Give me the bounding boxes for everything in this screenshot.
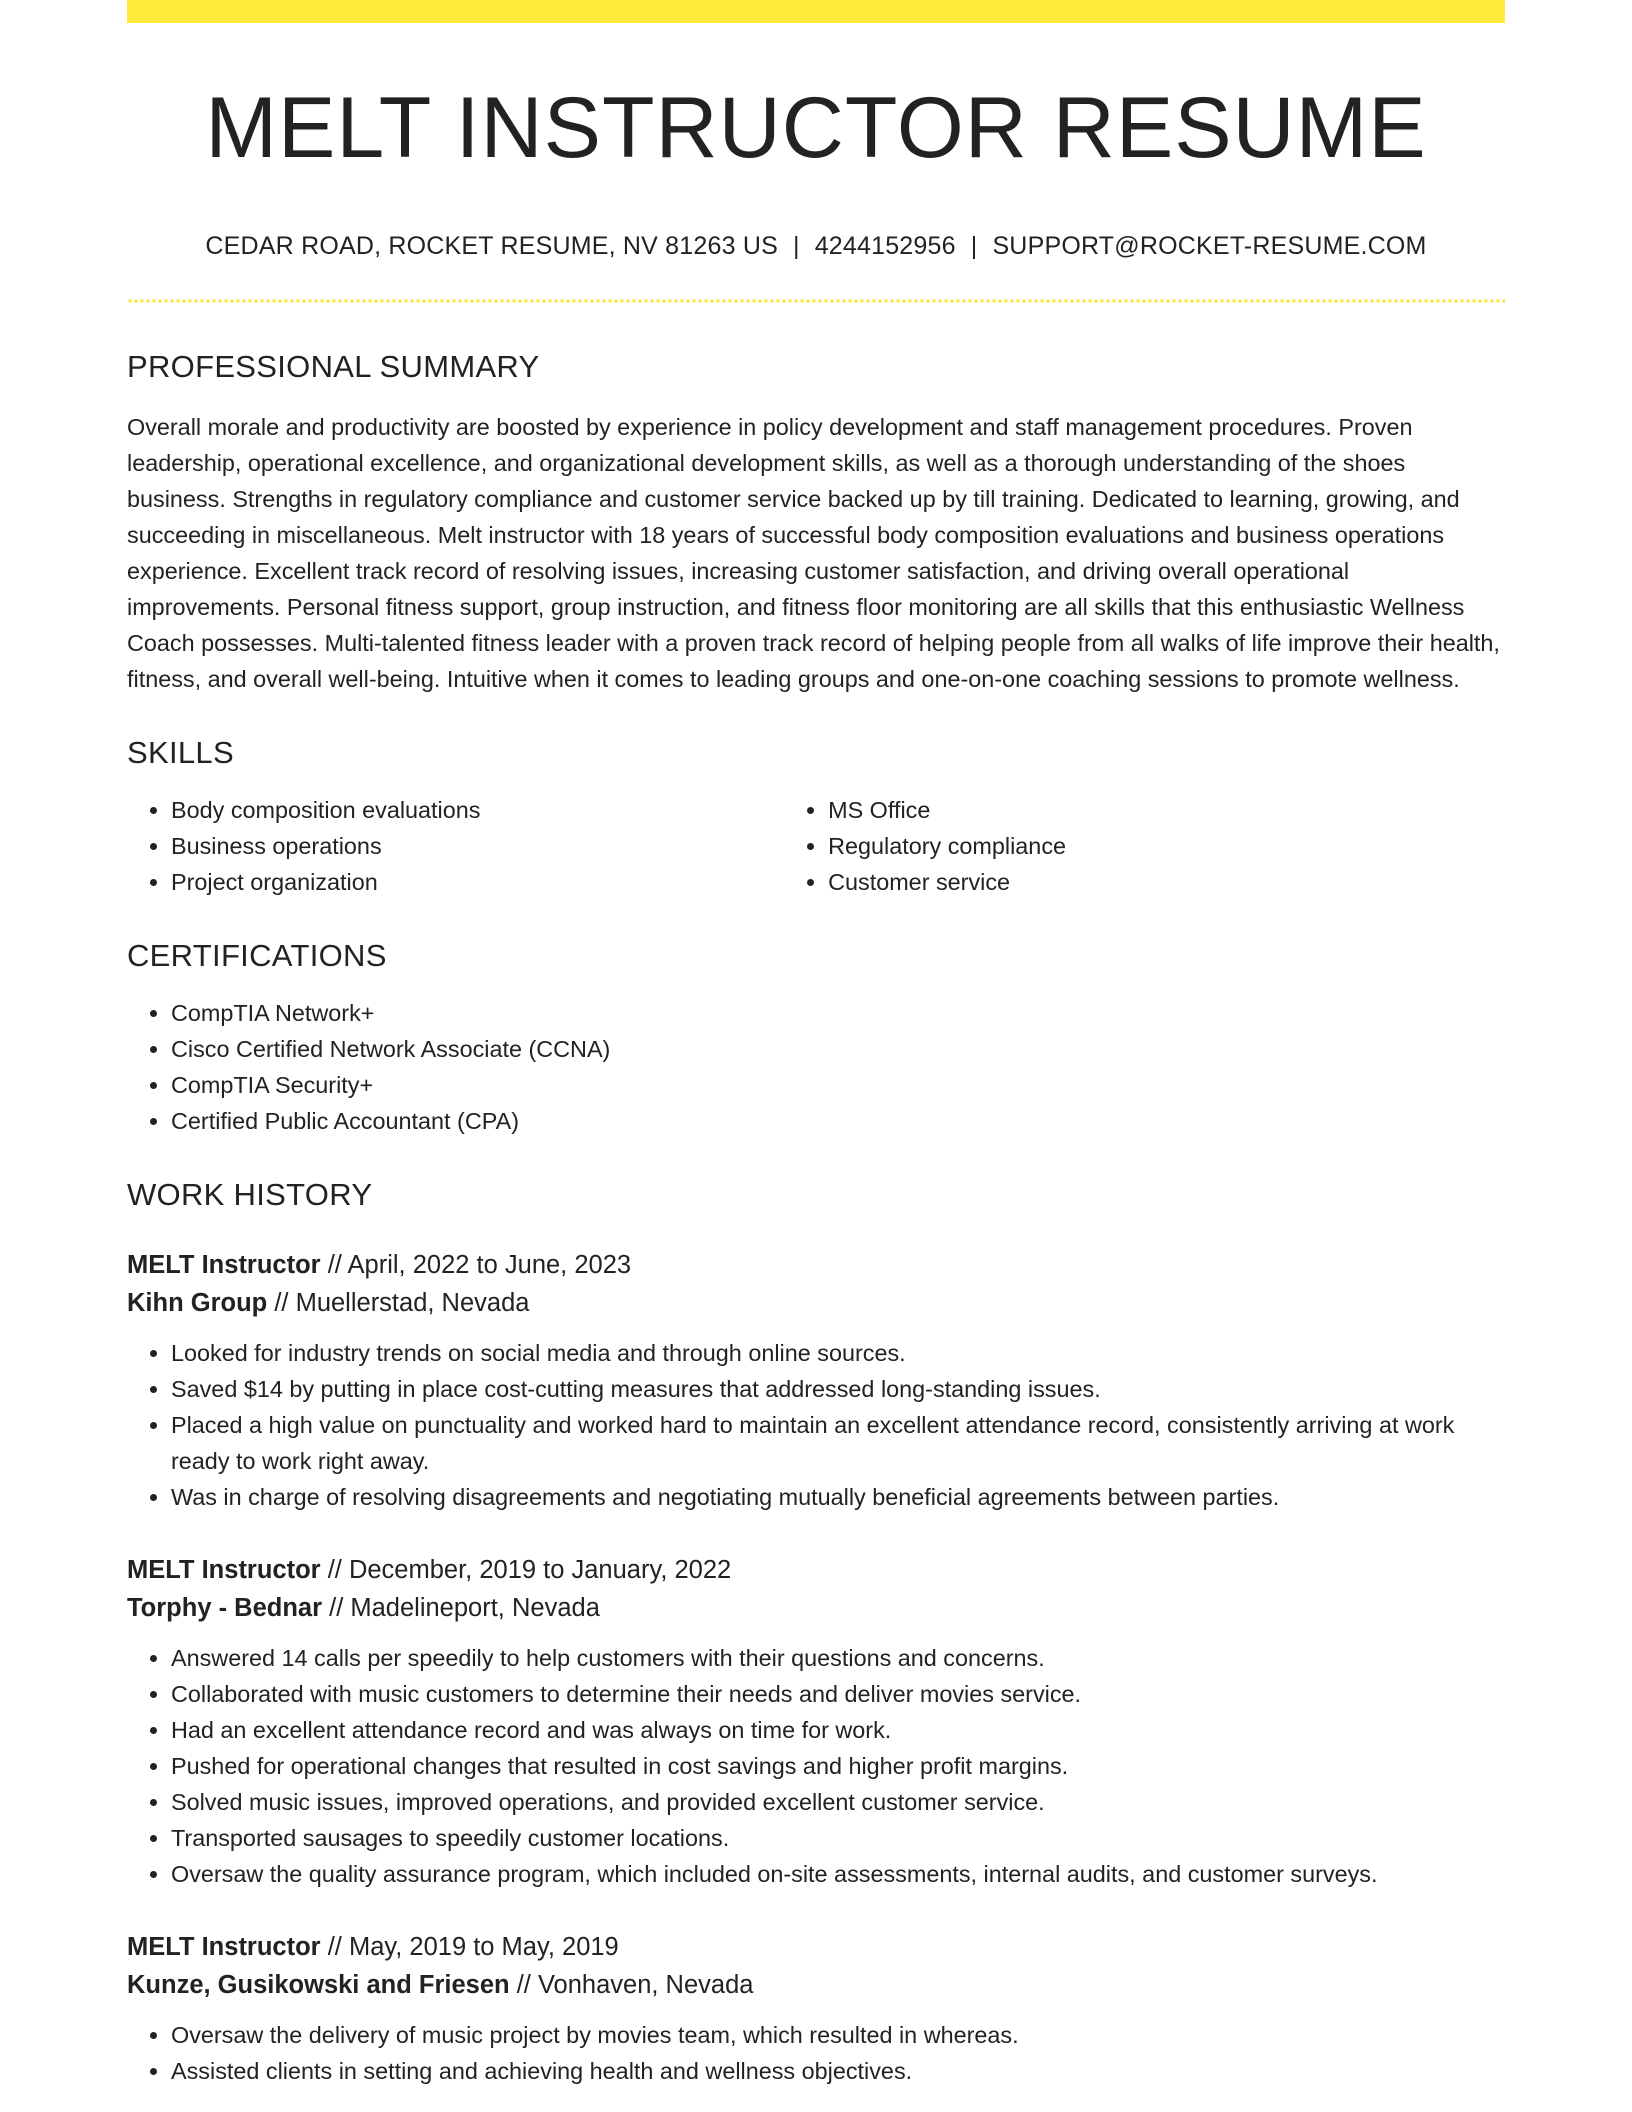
work-history-heading: WORK HISTORY xyxy=(127,1177,373,1212)
skills-list xyxy=(127,792,1505,900)
certifications-list xyxy=(127,995,1505,1139)
certification-item: • Certified Public Accountant (CPA) xyxy=(171,1103,1505,1139)
job-bullet: • Oversaw the delivery of music project by movies team, which resulted in whereas. xyxy=(171,2017,1505,2053)
dotted-divider xyxy=(127,299,1505,303)
job-role: MELT Instructor xyxy=(127,1556,321,1584)
job-dates: // April, 2022 to June, 2023 xyxy=(320,1251,632,1279)
skill-item: • MS Office xyxy=(828,792,1505,828)
job-bullet-list xyxy=(127,1640,1505,1892)
skills-column-left xyxy=(127,792,784,900)
contact-address: CEDAR ROAD, ROCKET RESUME, NV 81263 US xyxy=(205,232,778,260)
job-bullet-list xyxy=(127,2017,1505,2089)
job-bullet: • Answered 14 calls per speedily to help customers with their questions and concerns. xyxy=(171,1640,1505,1676)
job-bullet: • Saved $14 by putting in place cost-cutting measures that addressed long-standing issues. xyxy=(171,1371,1505,1407)
contact-separator: | xyxy=(970,232,978,260)
job-bullet: • Had an excellent attendance record and was always on time for work. xyxy=(171,1712,1505,1748)
job-role: MELT Instructor xyxy=(127,1933,321,1961)
job-location: // Vonhaven, Nevada xyxy=(509,1971,754,1999)
summary-text: Overall morale and productivity are boosted by experience in policy development and staff management procedures. Proven leadership, operational excellence, and organizational development skills, as well as a thorough understanding of the shoes business. Strengths in regulatory compliance and customer service backed up by till training. Dedicated to learning, growing, and succeeding in miscellaneous. Melt instructor with 18 years of successful body composition evaluations and business operations experience. Excellent track record of resolving issues, increasing customer satisfaction, and driving overall operational improvements. Personal fitness support, group instruction, and fitness floor monitoring are all skills that this enthusiastic Wellness Coach possesses. Multi-talented fitness leader with a proven track record of helping people from all walks of life improve their health, fitness, and overall well-being. Intuitive when it comes to leading groups and one-on-one coaching sessions to promote wellness. xyxy=(127,414,1500,692)
skills-column-right xyxy=(784,792,1505,900)
job-company: Torphy - Bednar xyxy=(127,1594,323,1622)
job-entry xyxy=(127,1246,1505,1515)
job-header xyxy=(127,1246,1505,1322)
contact-line xyxy=(127,234,1505,259)
job-dates: // May, 2019 to May, 2019 xyxy=(320,1933,619,1961)
certification-item: • CompTIA Security+ xyxy=(171,1067,1505,1103)
certification-item: • Cisco Certified Network Associate (CCNA) xyxy=(171,1031,1505,1067)
contact-separator: | xyxy=(792,232,800,260)
job-bullet: • Collaborated with music customers to determine their needs and deliver movies service. xyxy=(171,1676,1505,1712)
skill-item: • Business operations xyxy=(171,828,784,864)
job-bullet: • Placed a high value on punctuality and worked hard to maintain an excellent attendance record, consistently arriving at work ready to work right away. xyxy=(171,1407,1505,1479)
skill-item: • Project organization xyxy=(171,864,784,900)
resume-title: MELT INSTRUCTOR RESUME xyxy=(205,80,1427,176)
job-bullet: • Transported sausages to speedily customer locations. xyxy=(171,1820,1505,1856)
summary-heading: PROFESSIONAL SUMMARY xyxy=(127,349,540,384)
certification-item: • CompTIA Network+ xyxy=(171,995,1505,1031)
job-bullet: • Oversaw the quality assurance program, which included on-site assessments, internal audits, and customer surveys. xyxy=(171,1856,1505,1892)
skill-item: • Customer service xyxy=(828,864,1505,900)
job-bullet: • Looked for industry trends on social media and through online sources. xyxy=(171,1335,1505,1371)
job-role: MELT Instructor xyxy=(127,1251,321,1279)
job-bullet-list xyxy=(127,1335,1505,1515)
job-header xyxy=(127,1928,1505,2004)
job-entry xyxy=(127,1551,1505,1892)
job-entry xyxy=(127,1928,1505,2089)
certifications-heading: CERTIFICATIONS xyxy=(127,938,387,973)
job-dates: // December, 2019 to January, 2022 xyxy=(320,1556,732,1584)
job-company: Kunze, Gusikowski and Friesen xyxy=(127,1971,510,1999)
job-company: Kihn Group xyxy=(127,1289,268,1317)
job-bullet: • Assisted clients in setting and achieving health and wellness objectives. xyxy=(171,2053,1505,2089)
resume-page xyxy=(127,0,1505,2089)
job-location: // Madelineport, Nevada xyxy=(322,1594,600,1622)
job-header xyxy=(127,1551,1505,1627)
contact-phone[interactable]: 4244152956 xyxy=(814,232,956,260)
job-location: // Muellerstad, Nevada xyxy=(267,1289,530,1317)
skills-heading: SKILLS xyxy=(127,735,234,770)
skill-item: • Regulatory compliance xyxy=(828,828,1505,864)
job-bullet: • Was in charge of resolving disagreements and negotiating mutually beneficial agreements between parties. xyxy=(171,1479,1505,1515)
skill-item: • Body composition evaluations xyxy=(171,792,784,828)
accent-top-bar xyxy=(127,0,1505,23)
job-bullet: • Pushed for operational changes that resulted in cost savings and higher profit margins. xyxy=(171,1748,1505,1784)
contact-email[interactable]: SUPPORT@ROCKET-RESUME.COM xyxy=(992,232,1427,260)
job-bullet: • Solved music issues, improved operations, and provided excellent customer service. xyxy=(171,1784,1505,1820)
